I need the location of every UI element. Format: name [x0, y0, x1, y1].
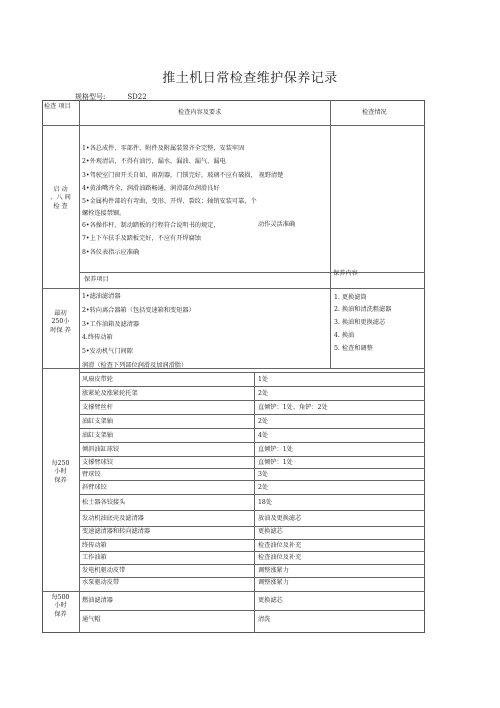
- lube-header: 润滑（检查下列部位润滑及加润滑脂）: [82, 362, 188, 369]
- every250-label: 每250 小时 保养: [51, 460, 70, 484]
- startup-item: 1•各总成件、零部件、附件及附属装置齐全完整，安装牢固: [82, 145, 245, 152]
- every250-row-item: 发电机驱动皮带: [82, 567, 126, 574]
- every500-row-content: 更换滤芯: [258, 597, 283, 604]
- every250-row-item: 松土器各铰接头: [82, 499, 126, 506]
- first250-item: 5•发动机气门间隙: [82, 348, 133, 355]
- every250-row-item: 风扇皮带轮: [82, 376, 113, 383]
- every500-row-item: 燃油滤清器: [82, 597, 113, 604]
- maintenance-item-header: 保养项目: [84, 276, 109, 283]
- every250-row-item: 变速滤清器和转向滤清器: [82, 528, 151, 535]
- every250-row-item: 支撑臂丝杆: [82, 404, 113, 411]
- every250-row-content: 调整涨紧力: [258, 579, 289, 586]
- first250-item: 2•转向离合器箱（包括变速箱和变矩器）: [82, 307, 195, 314]
- header-item-col: 检查 项目: [44, 103, 71, 110]
- model-value: SD22: [127, 93, 147, 101]
- every250-row-content: 放油及更换滤芯: [258, 515, 302, 522]
- every250-row-item: 支撑臂球铰: [82, 459, 113, 466]
- startup-item6-tail: 动作灵活准确: [258, 221, 296, 228]
- every250-row-item: 水泵驱动皮带: [82, 579, 120, 586]
- header-content-col: 检查内容及要求: [178, 109, 222, 116]
- every250-row-content: 2处: [258, 418, 269, 425]
- every250-row-content: 直倾铲：1处、角铲：2处: [258, 404, 328, 411]
- startup-item: 3•驾驶室门窗开关自如，雨刮器，门锁完好，玻璃不应有破损， 视野清楚: [82, 172, 284, 179]
- every250-row-content: 直倾铲：1处: [258, 459, 293, 466]
- every250-row-item: 臂球铰: [82, 471, 101, 478]
- first250-content: 3. 换油和更换滤芯: [334, 319, 386, 326]
- first250-label: 最初 250小 时保 养: [50, 310, 71, 334]
- every250-row-content: 检查油位及补充: [258, 542, 302, 549]
- first250-item: 3•工作油箱及滤清器: [82, 321, 140, 328]
- model-label: 规格型号:: [75, 93, 106, 101]
- startup-item: 螺栓连接禁锢。: [82, 210, 126, 217]
- startup-label: 启 动 、八 间 检 查: [50, 186, 71, 210]
- every500-label: 每500 小时 保养: [51, 594, 70, 618]
- every250-row-content: 1处: [258, 376, 269, 383]
- first250-content: 2. 换油和清洗粗滤器: [334, 306, 392, 313]
- every250-row-item: 终传动箱: [82, 542, 107, 549]
- every250-row-content: 2处: [258, 484, 269, 491]
- every500-row-item: 通气帽: [82, 616, 101, 623]
- first250-content: 1. 更换滤筒: [334, 294, 367, 301]
- startup-item: 4•黄油嘴齐全，润滑油路畅通，润滑部位润滑良好: [82, 185, 220, 192]
- every250-row-content: 更换滤芯: [258, 528, 283, 535]
- startup-item: 8•各仪表指示应准确: [82, 249, 140, 256]
- every250-row-content: 调整涨紧力: [258, 567, 289, 574]
- every250-row-content: 直倾铲：1处: [258, 446, 293, 453]
- every250-row-item: 倾斜油缸球铰: [82, 446, 120, 453]
- every250-row-item: 发动机油底壳及滤清器: [82, 515, 144, 522]
- every250-row-item: 涨紧轮及涨紧轮托架: [82, 390, 138, 397]
- every250-row-item: 斜臂球铰: [82, 484, 107, 491]
- maintenance-content-header: 保养内容: [333, 270, 358, 277]
- startup-item: 5•金属构件部的有弯曲，变形、开焊、裂纹；轴销安装可靠，个: [82, 198, 257, 205]
- startup-item: 6•各操作杆、制动踏板的行程符合说明书的规定，: [82, 222, 220, 229]
- every250-row-item: 工作油箱: [82, 554, 107, 561]
- startup-item: 7•上下车扶手及踏板完好，不应有开焊腐蚀: [82, 235, 201, 242]
- startup-item: 2•外观清洁，不得有油污，漏水，漏油、漏气、漏电: [82, 158, 226, 165]
- every250-row-item: 油缸支架轴: [82, 432, 113, 439]
- every250-row-content: 检查油位及补充: [258, 554, 302, 561]
- first250-content: 5. 检查和调整: [334, 345, 373, 352]
- every250-row-content: 2处: [258, 390, 269, 397]
- every250-row-content: 18处: [258, 499, 273, 506]
- first250-item: 1•滤油滤清器: [82, 293, 121, 300]
- header-status-col: 检查情况: [362, 109, 387, 116]
- every500-row-content: 清洗: [258, 616, 271, 623]
- first250-content: 4. 换油: [334, 332, 355, 339]
- every250-row-content: 3处: [258, 471, 269, 478]
- every250-row-item: 油缸支架轴: [82, 418, 113, 425]
- page-title: 推土机日常检查维护保养记录: [162, 71, 338, 86]
- first250-item: 4.终传动箱: [82, 334, 113, 341]
- every250-row-content: 4处: [258, 432, 269, 439]
